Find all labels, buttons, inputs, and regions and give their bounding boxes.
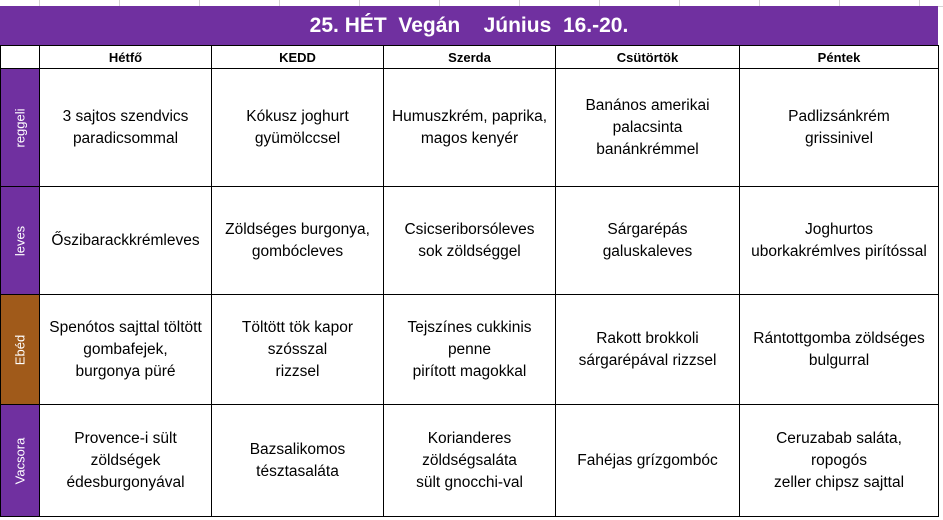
meal-label-lunch — [1, 295, 40, 405]
menu-cell: Joghurtos uborkakrémlves pirítóssal — [740, 187, 939, 295]
menu-cell: Őszibarackkrémleves — [40, 187, 212, 295]
day-header-friday: Péntek — [740, 46, 939, 69]
day-header-monday: Hétfő — [40, 46, 212, 69]
weekly-menu-table — [0, 45, 939, 517]
meal-row-soup — [1, 187, 939, 295]
day-header-thursday: Csütörtök — [556, 46, 740, 69]
meal-row-breakfast — [1, 69, 939, 187]
corner-cell — [1, 46, 40, 69]
meal-label-soup — [1, 187, 40, 295]
menu-cell: Spenótos sajttal töltött gombafejek, burgonya püré — [40, 295, 212, 405]
meal-label-text: reggeli — [12, 107, 28, 148]
menu-cell: Bazsalikomos tésztasaláta — [212, 405, 384, 517]
day-header-tuesday: KEDD — [212, 46, 384, 69]
meal-row-lunch — [1, 295, 939, 405]
menu-cell: Csicseriborsóleves sok zöldséggel — [384, 187, 556, 295]
meal-label-text: Ebéd — [12, 334, 28, 365]
menu-cell: Zöldséges burgonya, gombócleves — [212, 187, 384, 295]
menu-cell: Tejszínes cukkinis penne pirított magokkal — [384, 295, 556, 405]
meal-label-breakfast — [1, 69, 40, 187]
meal-label-text: Vacsora — [12, 437, 28, 484]
menu-cell: Töltött tök kapor szósszal rizzsel — [212, 295, 384, 405]
menu-cell: Humuszkrém, paprika, magos kenyér — [384, 69, 556, 187]
menu-cell: Korianderes zöldségsaláta sült gnocchi-val — [384, 405, 556, 517]
menu-cell: Padlizsánkrém grissinivel — [740, 69, 939, 187]
week-number: 25. HÉT — [309, 13, 387, 37]
menu-cell: Kókusz joghurt gyümölccsel — [212, 69, 384, 187]
menu-cell: Fahéjas grízgombóc — [556, 405, 740, 517]
menu-type: Vegán — [398, 13, 461, 37]
menu-cell: Provence-i sült zöldségek édesburgonyával — [40, 405, 212, 517]
meal-label-dinner — [1, 405, 40, 517]
menu-cell: Rántottgomba zöldséges bulgurral — [740, 295, 939, 405]
menu-cell: Sárgarépás galuskaleves — [556, 187, 740, 295]
menu-cell: Rakott brokkoli sárgarépával rizzsel — [556, 295, 740, 405]
meal-row-dinner — [1, 405, 939, 517]
day-header-row — [1, 46, 939, 69]
menu-title-bar — [0, 6, 938, 47]
week-dates: Június 16.-20. — [483, 13, 629, 37]
menu-cell: Ceruzabab saláta, ropogós zeller chipsz sajttal — [740, 405, 939, 517]
menu-cell: 3 sajtos szendvics paradicsommal — [40, 69, 212, 187]
meal-label-text: leves — [12, 225, 28, 256]
menu-cell: Banános amerikai palacsinta banánkrémmel — [556, 69, 740, 187]
day-header-wednesday: Szerda — [384, 46, 556, 69]
